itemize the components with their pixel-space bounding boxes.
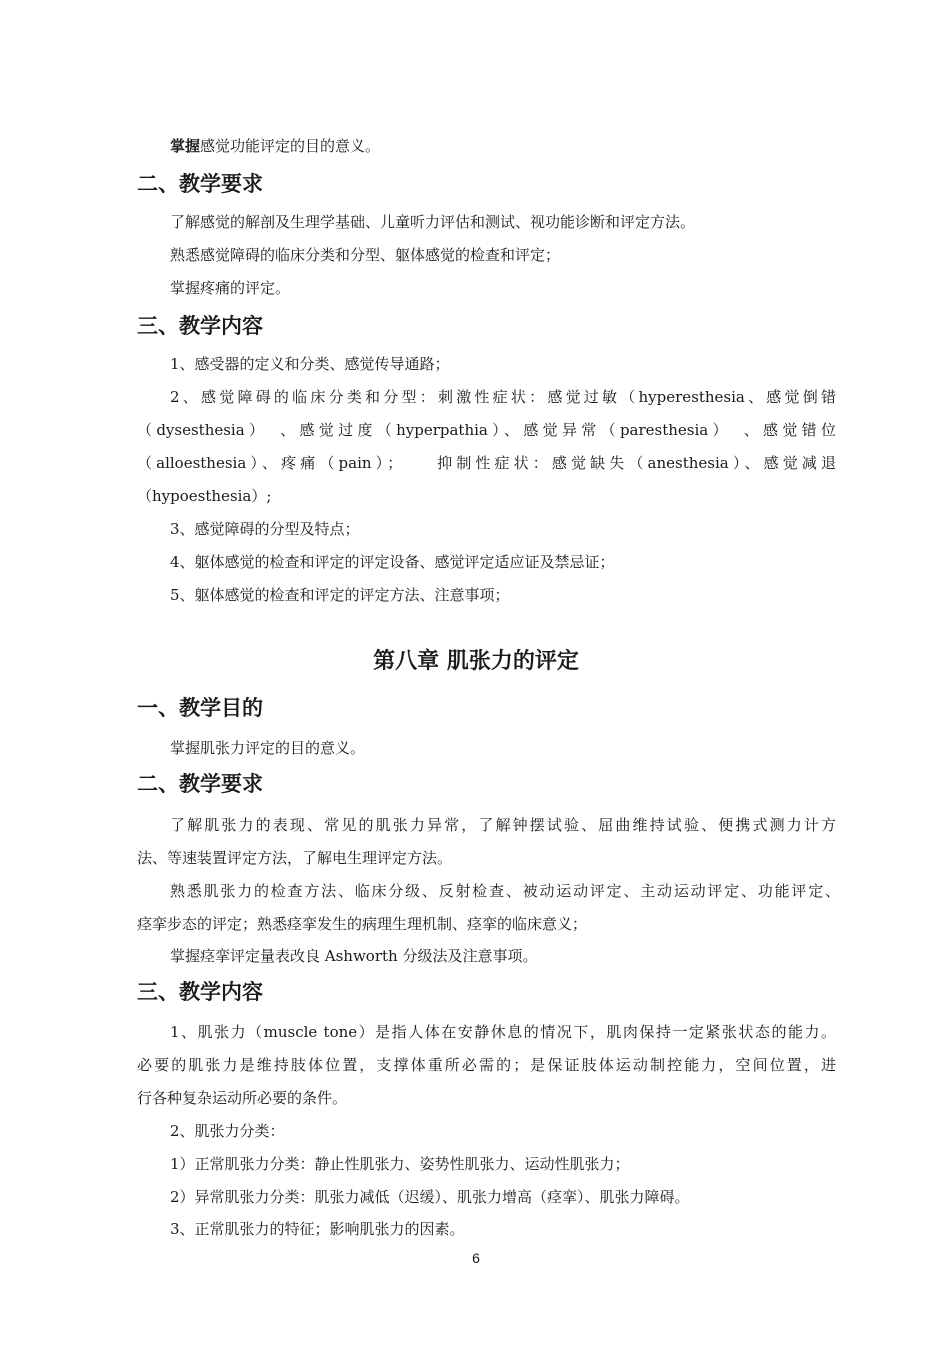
section-heading-requirements: 二、教学要求 — [137, 172, 263, 196]
page-number: 6 — [472, 1250, 480, 1266]
paragraph-line: 了解肌张力的表现、常见的肌张力异常，了解钟摆试验、屈曲维持试验、便携式测力计方 — [170, 816, 836, 834]
paragraph-line: 掌握疼痛的评定。 — [170, 279, 291, 297]
paragraph-line: 熟悉肌张力的检查方法、临床分级、反射检查、被动运动评定、主动运动评定、功能评定、 — [170, 882, 840, 900]
list-item-continued: （alloesthesia）、疼痛（pain）； 抑制性症状：感觉缺失（anesthesia）、感觉减退 — [137, 454, 836, 472]
list-item: 1、肌张力（muscle tone）是指人体在安静休息的情况下，肌肉保持一定紧张状态的能力。 — [170, 1023, 836, 1041]
list-item: 5、躯体感觉的检查和评定的评定方法、注意事项； — [170, 586, 510, 604]
bold-term: 掌握 — [170, 137, 201, 155]
list-item: 2、肌张力分类： — [170, 1122, 285, 1140]
paragraph-line: 了解感觉的解剖及生理学基础、儿童听力评估和测试、视功能诊断和评定方法。 — [170, 213, 696, 231]
list-item-continued: 必要的肌张力是维持肢体位置，支撑体重所必需的；是保证肢体运动制控能力，空间位置，进 — [137, 1056, 836, 1074]
paragraph-line: 熟悉感觉障碍的临床分类和分型、躯体感觉的检查和评定； — [170, 246, 561, 264]
paragraph-line: 痉挛步态的评定；熟悉痉挛发生的病理生理机制、痉挛的临床意义； — [137, 915, 588, 933]
paragraph-line: 法、等速装置评定方法，了解电生理评定方法。 — [137, 849, 453, 867]
chapter-title: 第八章 肌张力的评定 — [373, 649, 579, 674]
list-item-continued: （dysesthesia） 、感觉过度（hyperpathia）、感觉异常（paresthesia） 、感觉错位 — [137, 421, 836, 439]
section-heading-content: 三、教学内容 — [137, 980, 263, 1004]
paragraph-line — [170, 136, 380, 156]
list-item: 3、感觉障碍的分型及特点； — [170, 520, 360, 538]
list-item: 4、躯体感觉的检查和评定的评定设备、感觉评定适应证及禁忌证； — [170, 553, 615, 571]
list-subitem: 1）正常肌张力分类：静止性肌张力、姿势性肌张力、运动性肌张力； — [170, 1155, 630, 1173]
list-item-continued: （hypoesthesia）; — [137, 487, 272, 505]
paragraph-line: 掌握痉挛评定量表改良 Ashworth 分级法及注意事项。 — [170, 947, 538, 965]
list-item-continued: 行各种复杂运动所必要的条件。 — [137, 1089, 348, 1107]
line-text: 感觉功能评定的目的意义。 — [200, 137, 381, 155]
section-heading-requirements: 二、教学要求 — [137, 772, 263, 796]
list-item: 3、正常肌张力的特征；影响肌张力的因素。 — [170, 1220, 465, 1238]
list-subitem: 2）异常肌张力分类：肌张力减低（迟缓）、肌张力增高（痉挛）、肌张力障碍。 — [170, 1188, 690, 1206]
list-item: 1、感受器的定义和分类、感觉传导通路； — [170, 355, 450, 373]
section-heading-aim: 一、教学目的 — [137, 696, 263, 720]
section-heading-content: 三、教学内容 — [137, 314, 263, 338]
list-item: 2、感觉障碍的临床分类和分型：刺激性症状：感觉过敏（hyperesthesia、感觉倒错 — [170, 388, 836, 406]
paragraph-line: 掌握肌张力评定的目的意义。 — [170, 739, 366, 757]
